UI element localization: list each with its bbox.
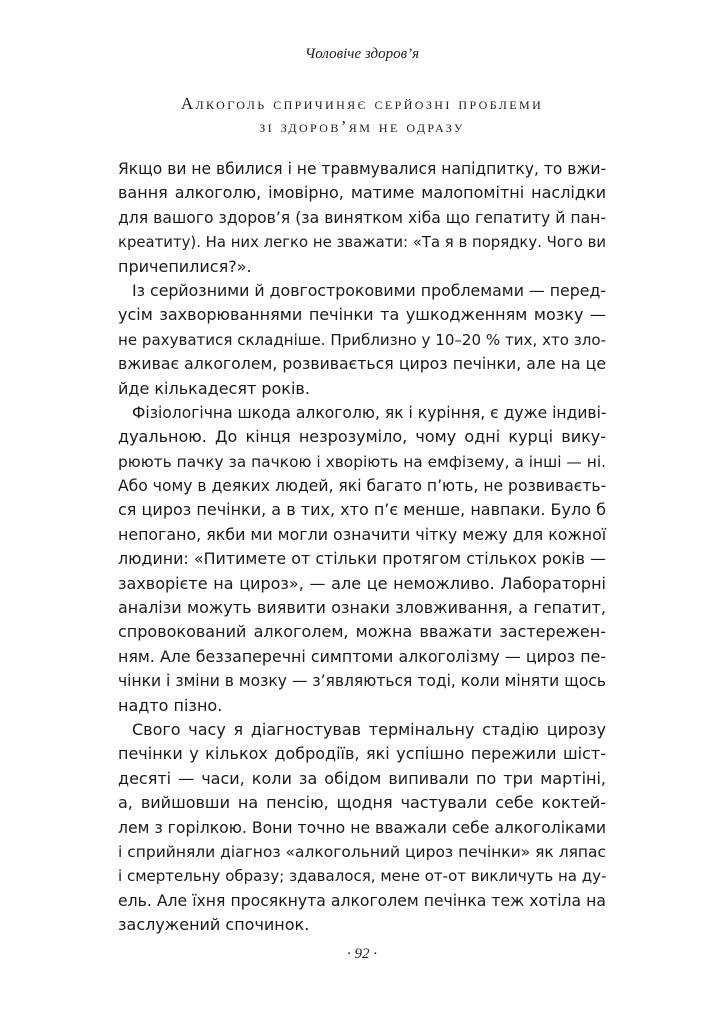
page-number: · 92 · xyxy=(347,946,377,962)
text-line: вання алкоголю, імовірно, матиме малопомітні наслідки xyxy=(118,183,606,203)
text-line: дуальною. До кінця незрозуміло, чому одні курці вику- xyxy=(118,427,606,447)
text-line: і смертельну образу; здавалося, мене от-от викличуть на ду- xyxy=(118,867,607,886)
text-line: десяті — часи, коли за обідом випивали по три мартіні, xyxy=(118,768,606,788)
text-line: Якщо ви не вбилися і не травмувалися напідпитку, то вжи- xyxy=(118,160,607,178)
text-line: людини: «Питимете от стільки протягом стількох років — xyxy=(118,549,606,569)
text-line: Свого часу я діагностував термінальну стадію цирозу xyxy=(132,719,606,739)
text-line: непогано, якби ми могли означити чітку межу для кожної xyxy=(118,524,607,544)
text-line: печінки у кількох добродіїв, які успішно пережили шіст- xyxy=(118,744,606,764)
text-line: лем з горілкою. Вони точно не вважали себе алкоголіками xyxy=(118,817,607,837)
text-line: ся цироз печінки, а в тих, хто п’є менше, навпаки. Було б xyxy=(118,500,606,520)
text-line: Із серйозними й довгостроковими проблемами — перед- xyxy=(132,280,607,300)
section-heading-line-2: зі здоров’ям не одразу xyxy=(259,117,465,136)
text-line: і сприйняли діагноз «алкогольний цироз печінки» як ляпас xyxy=(118,842,607,861)
running-header: Чоловіче здоров’я xyxy=(304,46,420,62)
section-heading xyxy=(100,92,624,138)
text-line: ням. Але беззаперечні симптоми алкоголізму — цироз пе- xyxy=(118,646,606,666)
text-line: усім захворюваннями печінки та ушкодженням мозку — xyxy=(118,305,606,325)
text-line: креатиту). На них легко не зважати: «Та я в порядку. Чого ви xyxy=(118,233,606,252)
text-line: а, вийшовши на пенсію, щодня частували себе коктей- xyxy=(118,793,606,813)
text-line: Фізіологічна шкода алкоголю, як і куріння, є дуже індиві- xyxy=(132,403,607,422)
body-text xyxy=(118,157,606,938)
text-line: надто пізно. xyxy=(118,695,223,715)
text-line: спровокований алкоголем, можна вважати застережен- xyxy=(118,622,606,642)
text-line: для вашого здоров’я (за винятком хіба що гепатиту й пан- xyxy=(118,208,606,227)
text-line: Або чому в деяких людей, які багато п’ють, не розвиваєть- xyxy=(118,477,607,496)
text-line: чінки і зміни в мозку — з’являються тоді, коли міняти щось xyxy=(118,672,606,691)
text-line: не рахуватися складніше. Приблизно у 10–20 % тих, хто зло- xyxy=(118,330,606,349)
text-line: ель. Але їхня просякнута алкоголем печінка теж хотіла на xyxy=(118,890,606,910)
text-line: рюють пачку за пачкою і хворіють на емфізему, а інші — ні. xyxy=(118,452,606,471)
section-heading-line-1: Алкоголь спричиняє серйозні проблеми xyxy=(180,94,544,113)
text-line: вживає алкоголем, розвивається цироз печінки, але на це xyxy=(118,354,606,374)
text-line: причепилися?». xyxy=(118,256,252,276)
text-line: аналізи можуть виявити ознаки зловживання, а гепатит, xyxy=(118,598,606,618)
text-line: йде кількадесят років. xyxy=(118,378,310,398)
text-line: заслужений спочинок. xyxy=(118,915,310,935)
text-line: захворієте на цироз», — але це неможливо. Лабораторні xyxy=(118,573,606,593)
